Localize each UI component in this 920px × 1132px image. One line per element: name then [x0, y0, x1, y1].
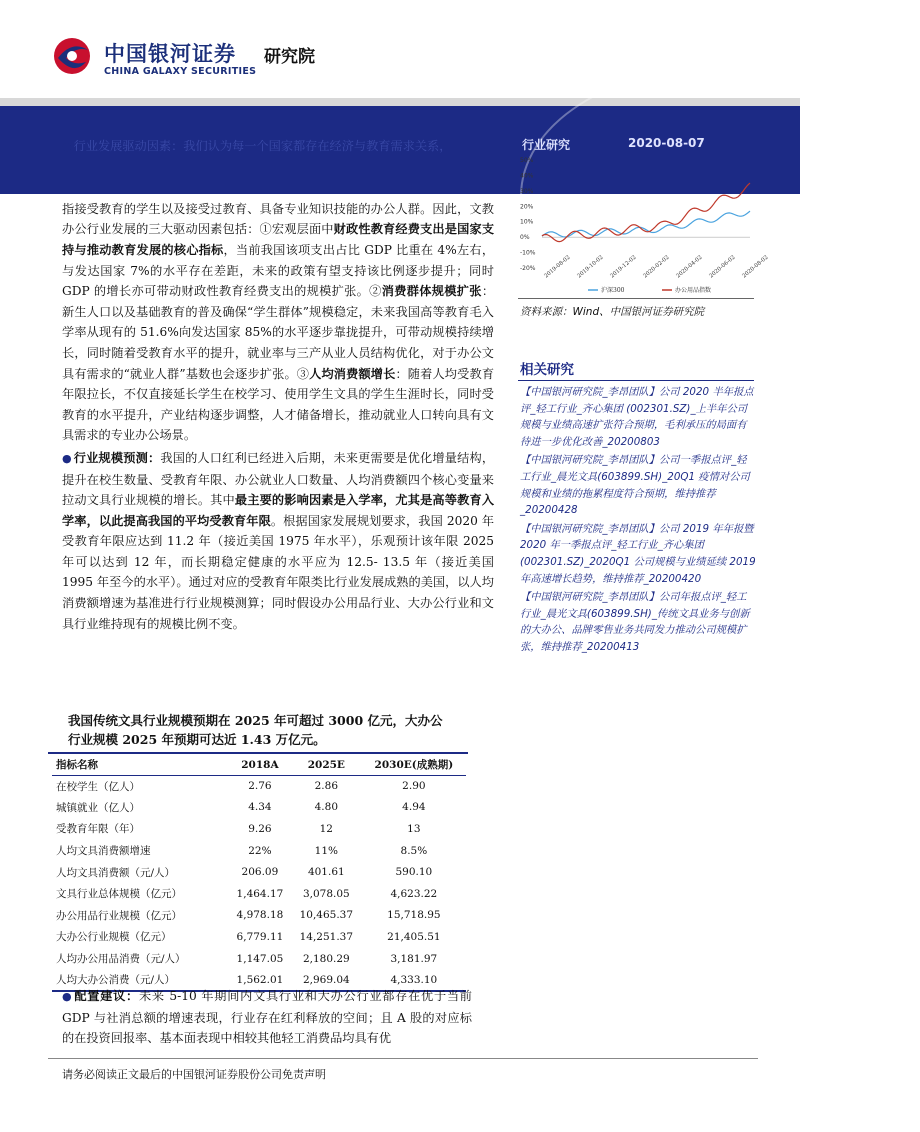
y-tick-label: 30% — [520, 187, 534, 195]
related-item[interactable]: 【中国银河研究院_李昂团队】公司 2020 半年报点评_轻工行业_齐心集团 (002301.SZ)_上半年公司规模与业绩高速扩张符合预期，毛利承压的局面有待进一步优化改善_20200803 — [520, 386, 754, 448]
related-research-list — [520, 384, 756, 658]
table-cell: 4,333.10 — [362, 969, 466, 991]
table-top-rule — [48, 752, 468, 754]
bullet-icon: ● — [62, 140, 72, 153]
table-cell: 办公用品行业规模（亿元） — [56, 909, 182, 922]
table-cell: 人均文具消费额增速 — [56, 845, 151, 858]
table-header: 2018A — [229, 755, 291, 775]
bullet-icon: ● — [62, 451, 72, 465]
related-item[interactable]: 【中国银河研究院_李昂团队】公司一季报点评_轻工行业_晨光文具(603899.SH)_20Q1 疫情对公司规模和业绩的拖累程度符合预期，维持推荐_20200428 — [520, 454, 750, 517]
table-cell: 8.5% — [400, 844, 428, 857]
allocation-paragraph — [62, 986, 472, 1049]
table-cell: 文具行业总体规模（亿元） — [56, 888, 182, 901]
x-tick-label: 2019-08-02 — [543, 254, 572, 280]
table-header-row — [52, 755, 466, 775]
main-text — [62, 136, 494, 636]
table-cell: 2.90 — [402, 780, 426, 793]
table-cell: 2,969.04 — [291, 969, 362, 991]
x-tick-label: 2020-06-02 — [708, 254, 737, 280]
table-row — [52, 926, 466, 948]
chart-rule — [518, 298, 754, 299]
table-row — [52, 818, 466, 840]
table-row — [52, 861, 466, 883]
x-tick-label: 2020-08-02 — [741, 254, 770, 280]
legend-label: 沪深300 — [601, 287, 625, 294]
table-header: 2030E(成熟期) — [362, 755, 466, 775]
x-tick-label: 2020-04-02 — [675, 254, 704, 280]
table-cell: 大办公行业规模（亿元） — [56, 931, 172, 944]
allocation-text: 未来 5-10 年期间内文具行业和大办公行业都存在优于当前 GDP 与社消总额的增速表现，行业存在红利释放的空间；且 A 股的对应标的在投资回报率、基本面表现中相较其他轻工消费品均具有优 — [62, 989, 472, 1046]
y-tick-label: 10% — [520, 218, 534, 226]
y-tick-label: 20% — [520, 203, 534, 211]
table-cell: 人均办公用品消费（元/人） — [56, 953, 186, 966]
table-title: 我国传统文具行业规模预期在 2025 年可超过 3000 亿元，大办公行业规模 2025 年预期可达近 1.43 万亿元。 — [68, 713, 443, 747]
institute-label: 研究院 — [264, 47, 315, 67]
table-row — [52, 883, 466, 905]
paragraph-drivers-bold-1: 财政性教育经费支出是国家支持与推动教育发展的核心指标 — [62, 222, 495, 257]
table-cell: 13 — [407, 822, 421, 835]
table-cell: 人均文具消费额（元/人） — [56, 866, 176, 879]
related-research-title: 相关研究 — [520, 362, 574, 378]
table-header: 指标名称 — [52, 755, 229, 775]
table-cell: 3,078.05 — [302, 887, 350, 900]
paragraph-drivers-text-1: 指接受教育的学生以及接受过教育、具备专业知识技能的办公人群。因此，文教办公行业发展的三大驱动因素包括：①宏观层面中 — [62, 201, 494, 237]
paragraph-drivers-bold-3: 人均消费额增长 — [309, 366, 396, 381]
table-cell: 2.86 — [314, 780, 339, 793]
table-cell: 21,405.51 — [387, 930, 441, 943]
table-cell: 2,180.29 — [302, 952, 350, 965]
table-row — [52, 797, 466, 819]
x-tick-label: 2020-02-02 — [642, 254, 671, 280]
table-cell: 22% — [248, 844, 272, 857]
footer-rule — [48, 1058, 758, 1059]
table-cell: 10,465.37 — [299, 909, 354, 922]
table-header: 2025E — [291, 755, 362, 775]
table-cell: 4.34 — [248, 801, 272, 814]
table-row — [52, 948, 466, 970]
disclaimer-footer: 请务必阅读正文最后的中国银河证券股份公司免责声明 — [62, 1068, 326, 1081]
allocation-lead: 配置建议： — [74, 989, 139, 1003]
table-cell: 3,181.97 — [390, 952, 438, 965]
industry-scale-table — [52, 755, 466, 992]
table-cell: 4.94 — [402, 801, 426, 814]
report-type: 行业研究 — [522, 138, 571, 152]
table-cell: 人均大办公消费（元/人） — [52, 969, 229, 991]
x-tick-label: 2019-12-02 — [609, 254, 638, 280]
table-cell: 206.09 — [241, 866, 279, 879]
table-cell: 1,147.05 — [236, 952, 284, 965]
y-tick-label: 0% — [520, 234, 530, 242]
related-item[interactable]: 【中国银河研究院_李昂团队】公司 2019 年年报暨 2020 年一季报点评_轻工行业_齐心集团(002301.SZ)_2020Q1 公司规模与业绩延续 2019 年高速增长趋势，维持推荐_20200420 — [520, 522, 756, 585]
paragraph-forecast-lead: 行业规模预测： — [73, 450, 161, 465]
paragraph-drivers — [62, 136, 494, 446]
y-tick-label: 40% — [520, 172, 534, 180]
paragraph-drivers-text-4: ：随着人均受教育年限拉长，不仅直接延长学生在校学习、使用学生文具的学生生涯时长，同时受教育的水平提升，产业结构逐步调整，人才储备增长，推动就业人口转向具有文具需求的专业办公场景。 — [62, 366, 495, 443]
paragraph-drivers-overlay: 行业发展驱动因素：我们认为每一个国家都存在经济与教育需求关系， — [73, 139, 452, 153]
paragraph-drivers-text-2: ，当前我国该项支出占比 GDP 比重在 4%左右，与发达国家 7%的水平存在差距，未来的政策有望支持该比例逐步提升；同时 GDP 的增长亦可带动财政性教育经费支出的规模扩张。② — [62, 242, 495, 299]
paragraph-drivers-text-3: ：新生人口以及基础教育的普及确保“学生群体”规模稳定，未来我国高等教育毛入学率从现有的 51.6%向发达国家 85%的水平逐步靠拢提升，可带动规模持续增长，同时随着受教育水平的提升，就业率与三产从业人员结构优化，对于办公文具有需求的“就业人群”基数也会逐步扩张。③ — [62, 284, 494, 381]
chart-source: 资料来源：Wind、中国银河证券研究院 — [520, 306, 705, 318]
x-tick-label: 2019-10-02 — [576, 254, 605, 280]
table-row — [52, 840, 466, 862]
paragraph-forecast-text-2: 。根据国家发展规划要求，我国 2020 年受教育年限应达到 11.2 年（接近美国 1975 年水平），乐观预计该年限 2025 年可以达到 12 年，而长期稳定健康的水平应为 12.5- 13.5 年（接近美国 1995 年至今的水平）。通过对应的受教育年限类比行业发展成熟的美国，以人均消费额增速为基准进行行业规模测算；同时假设办公用品行业、大办公行业和文具行业维持现有的规模比例不变。 — [62, 513, 495, 631]
table-cell: 15,718.95 — [387, 909, 441, 922]
logo-chinese-name: 中国银河证券 — [104, 42, 236, 66]
table-cell: 4,978.18 — [236, 909, 284, 922]
industry-performance-chart — [518, 156, 770, 296]
table-cell: 受教育年限（年） — [56, 823, 140, 836]
legend-label: 办公用品指数 — [675, 287, 712, 294]
related-item[interactable]: 【中国银河研究院_李昂团队】公司年报点评_轻工行业_晨光文具(603899.SH)_传统文具业务与创新的大办公、品牌零售业务共同发力推动公司规模扩张，维持推荐_20200413 — [520, 591, 750, 653]
y-tick-label: -10% — [520, 249, 536, 257]
y-tick-label: 50% — [520, 157, 534, 164]
table-cell: 4.80 — [314, 801, 339, 814]
report-date: 2020-08-07 — [628, 136, 705, 150]
table-cell: 城镇就业（亿人） — [56, 801, 140, 814]
table-cell: 1,562.01 — [229, 969, 291, 991]
table-cell: 4,623.22 — [390, 887, 438, 900]
table-cell: 14,251.37 — [299, 930, 354, 943]
table-cell: 2.76 — [248, 780, 272, 793]
paragraph-drivers-bold-2: 消费群体规模扩张 — [381, 284, 482, 299]
table-cell: 在校学生（亿人） — [56, 780, 140, 793]
bullet-icon: ● — [62, 990, 73, 1003]
table-cell: 590.10 — [395, 866, 433, 879]
logo-english-name: CHINA GALAXY SECURITIES — [104, 66, 257, 77]
galaxy-logo-icon — [52, 36, 92, 76]
paragraph-forecast-text-1: 我国的人口红利已经进入后期，未来更需要是优化增量结构，提升在校生数量、受教育年限、办公就业人口数量、人均消费额四个核心变量来拉动文具行业规模的增长。其中 — [62, 450, 495, 508]
table-cell: 9.26 — [248, 822, 272, 835]
paragraph-forecast — [62, 448, 494, 634]
table-cell: 401.61 — [307, 866, 345, 879]
related-research-rule — [518, 380, 754, 381]
table-cell: 11% — [314, 844, 338, 857]
table-cell: 6,779.11 — [236, 930, 284, 943]
table-row — [52, 775, 466, 797]
table-cell: 1,464.17 — [236, 887, 284, 900]
table-cell: 12 — [319, 822, 333, 835]
y-tick-label: -20% — [520, 265, 536, 272]
company-logo — [38, 26, 338, 86]
table-row — [52, 905, 466, 927]
paragraph-forecast-bold: 最主要的影响因素是入学率，尤其是高等教育入学率，以此提高我国的平均受教育年限 — [62, 493, 495, 528]
csi300-series — [542, 211, 750, 237]
